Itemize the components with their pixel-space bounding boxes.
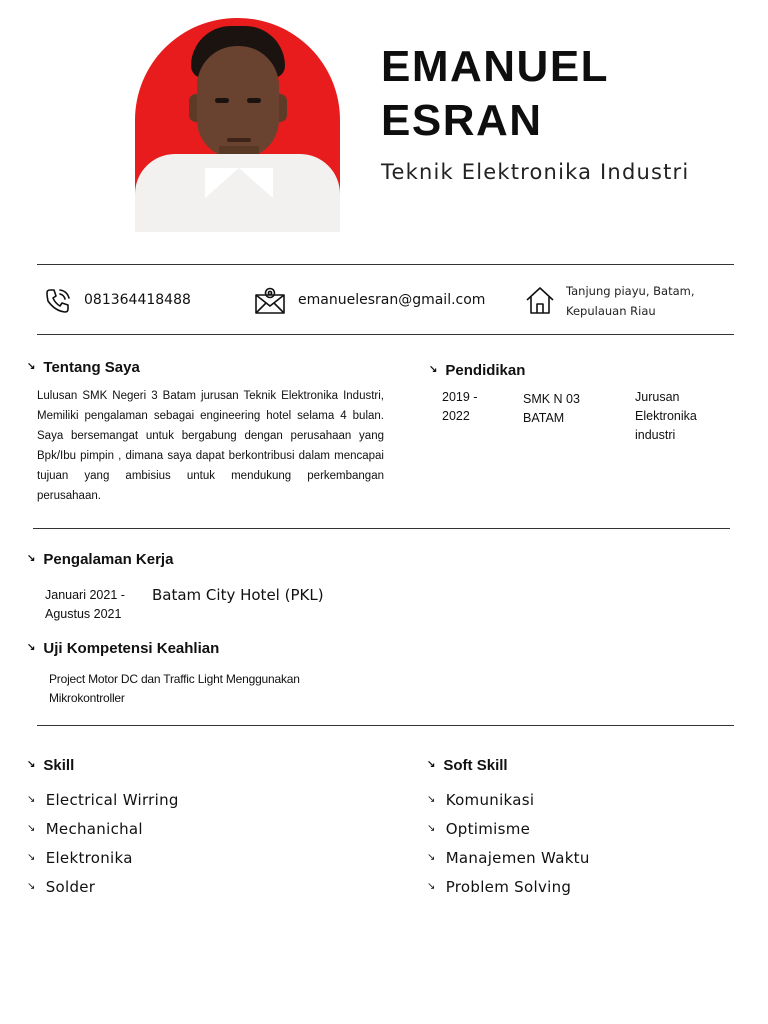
- education-years: [442, 388, 477, 426]
- soft-skill-heading-label: Soft Skill: [443, 757, 508, 774]
- education-major: [635, 388, 697, 445]
- skill-item-label: Mechanichal: [45, 820, 143, 838]
- experience-heading: [27, 551, 173, 568]
- bullet-tick-icon: ↘: [27, 823, 36, 834]
- email-address: emanuelesran@gmail.com: [298, 292, 486, 308]
- list-item: [427, 845, 590, 874]
- soft-skill-item-label: Komunikasi: [445, 791, 535, 809]
- bullet-tick-icon: ↘: [427, 852, 436, 863]
- heading-tick-icon: ↘: [27, 759, 36, 770]
- competency-line-1: Project Motor DC dan Traffic Light Menggunakan: [49, 672, 300, 686]
- heading-tick-icon: ↘: [27, 361, 36, 372]
- name-last: ESRAN: [381, 96, 543, 145]
- experience-period-line-2: Agustus 2021: [45, 607, 122, 621]
- soft-skill-list: [427, 787, 590, 903]
- experience-place: Batam City Hotel (PKL): [152, 586, 324, 604]
- experience-period: [45, 586, 125, 624]
- education-years-line-1: 2019 -: [442, 390, 478, 404]
- competency-heading-label: Uji Kompetensi Keahlian: [43, 640, 220, 657]
- soft-skill-item-label: Optimisme: [445, 820, 531, 838]
- divider-bottom: [37, 725, 734, 726]
- heading-tick-icon: ↘: [27, 553, 36, 564]
- bullet-tick-icon: ↘: [27, 852, 36, 863]
- skill-item-label: Electrical Wirring: [45, 791, 179, 809]
- education-major-line-2: Elektronika: [635, 409, 697, 423]
- soft-skill-heading: [427, 757, 508, 774]
- mail-icon: [254, 287, 286, 315]
- experience-period-line-1: Januari 2021 -: [45, 588, 125, 602]
- skill-item-label: Elektronika: [45, 849, 133, 867]
- skill-list: [27, 787, 179, 903]
- phone-number: 081364418488: [84, 292, 191, 308]
- heading-tick-icon: ↘: [429, 364, 438, 375]
- bullet-tick-icon: ↘: [427, 881, 436, 892]
- list-item: [427, 787, 590, 816]
- divider-middle: [33, 528, 730, 529]
- about-heading: [27, 359, 140, 376]
- divider-contact: [37, 334, 734, 335]
- divider-top: [37, 264, 734, 265]
- education-major-line-3: industri: [635, 428, 676, 442]
- address: [566, 281, 694, 321]
- photo-mouth: [227, 138, 251, 142]
- photo-collar-right: [239, 168, 273, 198]
- list-item: [27, 845, 179, 874]
- heading-tick-icon: ↘: [427, 759, 436, 770]
- skill-item-label: Solder: [45, 878, 96, 896]
- education-heading-label: Pendidikan: [445, 362, 526, 379]
- phone-icon: [44, 287, 72, 315]
- address-line-1: Tanjung piayu, Batam,: [566, 284, 695, 298]
- profile-photo: [135, 18, 340, 232]
- education-heading: [429, 362, 525, 379]
- competency-description: [49, 670, 300, 708]
- name-first: EMANUEL: [381, 42, 610, 91]
- competency-line-2: Mikrokontroller: [49, 691, 125, 705]
- skill-heading-label: Skill: [43, 757, 75, 774]
- bullet-tick-icon: ↘: [427, 794, 436, 805]
- soft-skill-item-label: Problem Solving: [445, 878, 572, 896]
- bullet-tick-icon: ↘: [27, 794, 36, 805]
- address-line-2: Kepulauan Riau: [566, 304, 656, 318]
- job-title: Teknik Elektronika Industri: [381, 160, 690, 184]
- education-school-line-1: SMK N 03: [523, 392, 580, 406]
- list-item: [427, 816, 590, 845]
- list-item: [427, 874, 590, 903]
- photo-collar-left: [205, 168, 239, 198]
- about-heading-label: Tentang Saya: [43, 359, 140, 376]
- skill-heading: [27, 757, 74, 774]
- soft-skill-item-label: Manajemen Waktu: [445, 849, 590, 867]
- list-item: [27, 816, 179, 845]
- home-icon: [525, 285, 555, 315]
- list-item: [27, 874, 179, 903]
- bullet-tick-icon: ↘: [427, 823, 436, 834]
- bullet-tick-icon: ↘: [27, 881, 36, 892]
- photo-eye-left: [215, 98, 229, 103]
- heading-tick-icon: ↘: [27, 642, 36, 653]
- competency-heading: [27, 640, 219, 657]
- education-school-line-2: BATAM: [523, 411, 565, 425]
- education-school: [523, 390, 580, 428]
- photo-eye-right: [247, 98, 261, 103]
- education-years-line-2: 2022: [442, 409, 470, 423]
- education-major-line-1: Jurusan: [635, 390, 680, 404]
- about-text: Lulusan SMK Negeri 3 Batam jurusan Teknik Elektronika Industri, Memiliki pengalaman sebagai engineering hotel selama 4 bulan. Saya bersemangat untuk bergabung dengan perusahaan yang Bpk/Ibu pimpin , dimana saya dapat berkontribusi dalam mencapai tujuan yang ambisius untuk mendukung perkembangan perusahaan.: [37, 390, 384, 502]
- list-item: [27, 787, 179, 816]
- experience-heading-label: Pengalaman Kerja: [43, 551, 174, 568]
